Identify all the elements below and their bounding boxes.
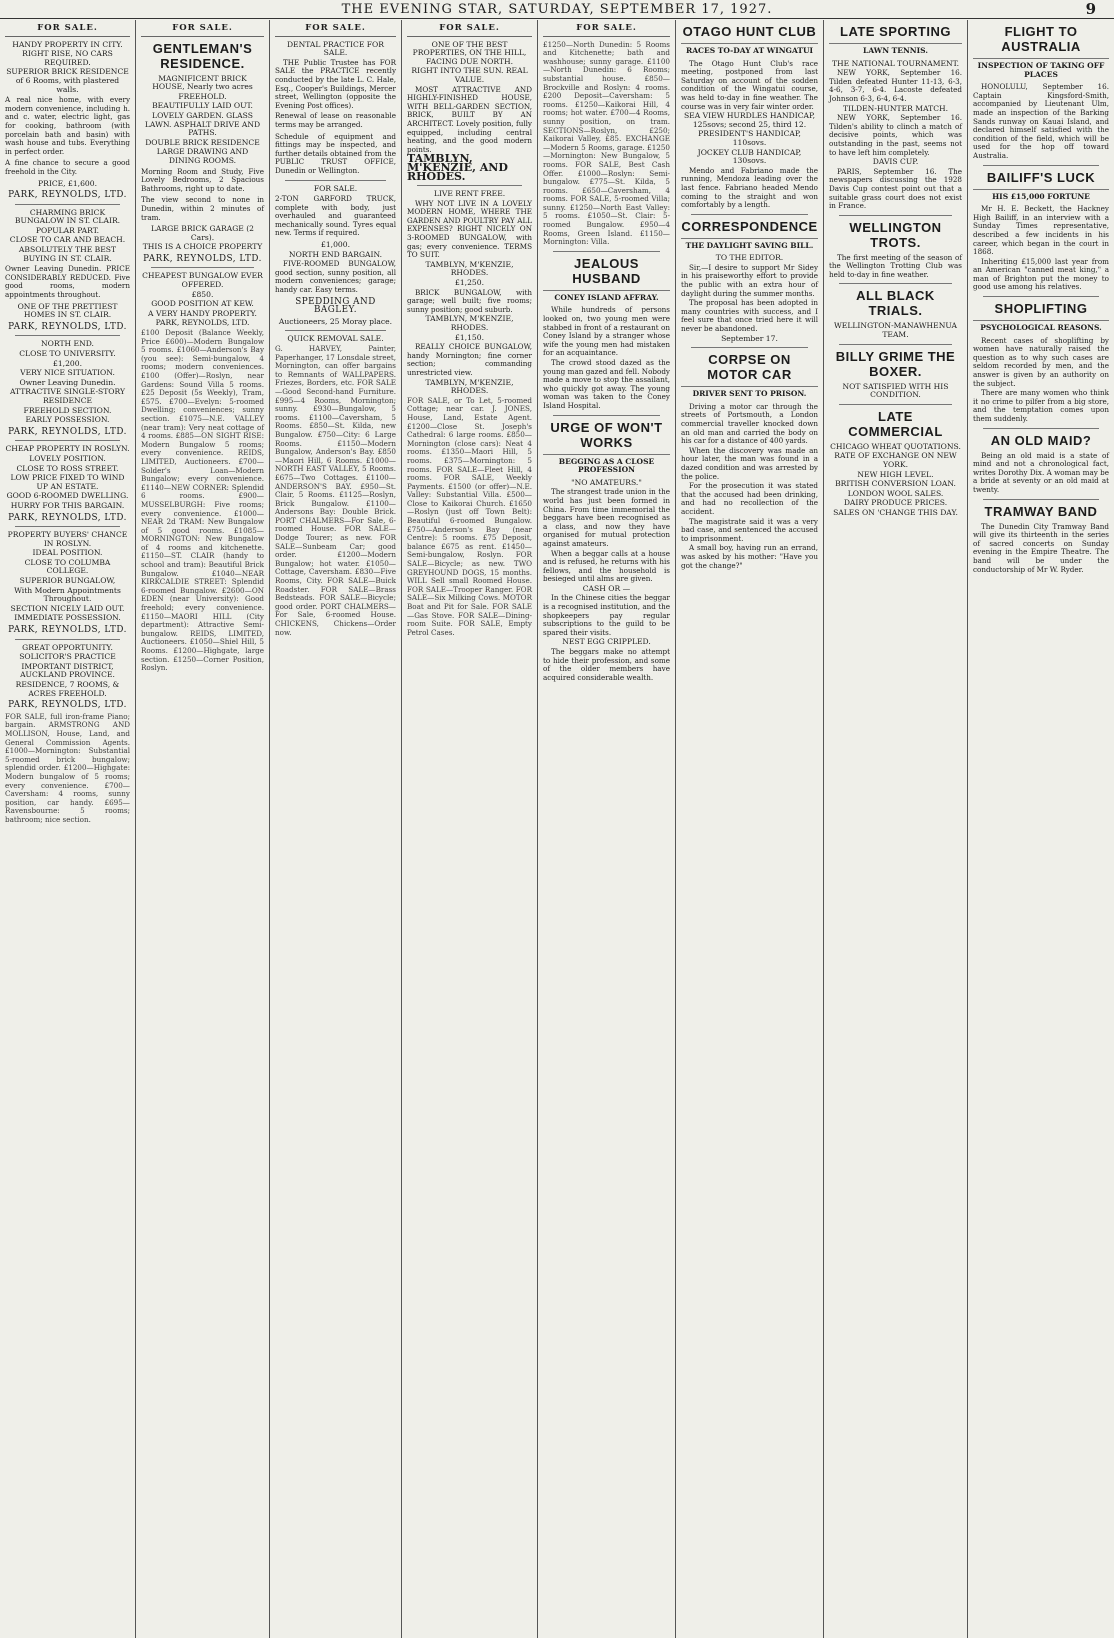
advertisement-text: Morning Room and Study, Five Lovely Bedrooms, 2 Spacious Bathrooms, right up to date. [141, 166, 264, 193]
caption: RATE OF EXCHANGE ON NEW YORK. [834, 451, 957, 470]
article-paragraph: FIVE-ROOMED BUNGALOW, good section, sunny position, all modern conveniences; garage; handy car. Easy terms. [275, 259, 396, 295]
article-paragraph: MOST ATTRACTIVE AND HIGHLY-FINISHED HOUSE, WITH BELL-GARDEN SECTION, BRICK, BUILT BY AN ARCHITECT. Lovely position, fully equipped, including central heating, and the good modern points. [407, 84, 532, 154]
caption: With Modern Appointments Throughout. [14, 585, 121, 604]
headline: ALL BLACK TRIALS. [856, 288, 935, 319]
caption: £1,200. [53, 358, 82, 368]
caption: LOW PRICE FIXED TO WIND UP AN ESTATE. [10, 473, 125, 491]
caption: NORTH END. [41, 339, 94, 349]
caption: CLOSE TO COLUMBA COLLEGE. [24, 557, 111, 576]
article-paragraph: HONOLULU, September 16. Captain Kingsford-Smith, accompanied by Lieutenant Ulm, made an inspection of the Barking Sands runway on Kauai Island, and declared himself satisfied with the condition of the field, which will be used for the hop off toward Australia. [973, 82, 1109, 160]
firm-name: PARK, REYNOLDS, LTD. [8, 426, 127, 437]
caption: POPULAR PART. [35, 225, 100, 235]
caption: SUPERIOR BUNGALOW, [19, 576, 116, 586]
advertisement-text: Schedule of equipment and fittings may be inspected, and further details obtained from the PUBLIC TRUST OFFICE, Dunedin or Wellington. [275, 131, 396, 175]
advertisement-text: A fine chance to secure a good freehold in the City. [5, 158, 130, 176]
caption: FREEHOLD SECTION. [23, 405, 112, 415]
caption: LOVELY POSITION. [29, 453, 106, 463]
headline: OTAGO HUNT CLUB [682, 24, 817, 39]
column-4 [402, 20, 538, 1638]
caption: Owner Leaving Dunedin. [19, 377, 116, 387]
article-paragraph: The strangest trade union in the world has just been formed in China. From time immemorial the beggars have been recognised as a class, and now they have organised for mutual protection against amateurs. [543, 487, 670, 548]
firm-name: PARK, REYNOLDS, LTD. [8, 190, 127, 201]
caption: RIGHT RISE, NO CARS REQUIRED. [22, 49, 113, 67]
headline: LATE SPORTING [840, 24, 951, 39]
divider [285, 330, 386, 331]
divider [417, 185, 522, 186]
caption: WELLINGTON-MANAWHENUA TEAM. [834, 321, 957, 340]
firm-name: PARK, REYNOLDS, LTD. [143, 253, 262, 264]
caption: CHEAP PROPERTY IN ROSLYN. [5, 444, 130, 454]
caption: IMPORTANT DISTRICT, AUCKLAND PROVINCE. [20, 661, 115, 680]
caption: QUICK REMOVAL SALE. [287, 334, 384, 344]
subheadline: BEGGING AS A CLOSE PROFESSION [543, 454, 670, 475]
divider [285, 180, 386, 181]
caption: SOLICITOR'S PRACTICE [19, 652, 116, 662]
caption: RIGHT INTO THE SUN. REAL VALUE. [411, 66, 528, 84]
headline: SHOPLIFTING [994, 301, 1088, 317]
caption: THIS IS A CHOICE PROPERTY [142, 242, 263, 252]
headline: WELLINGTON TROTS. [849, 219, 942, 250]
caption: GOOD POSITION AT KEW. [151, 299, 254, 309]
caption: TAMBLYN, M'KENZIE, RHODES. [425, 314, 514, 332]
advert-footer: TAMBLYN, M'KENZIE, AND RHODES. [407, 152, 508, 183]
divider [839, 283, 952, 284]
caption: CLOSE TO ROSS STREET. [16, 463, 119, 473]
caption: ONE OF THE PRETTIEST HOMES IN ST. CLAIR. [17, 301, 118, 320]
caption: PARK, REYNOLDS, LTD. [155, 318, 250, 328]
article-paragraph: While hundreds of persons looked on, two young men were stabbed in front of a restaurant on Coney Island by a stranger whose wife the young men had mistaken for an acquaintance. [543, 305, 670, 358]
column-1 [0, 20, 136, 1638]
subheadline: CONEY ISLAND AFFRAY. [543, 290, 670, 303]
divider [553, 415, 660, 416]
caption: DENTAL PRACTICE FOR SALE. [286, 39, 385, 58]
article-paragraph: Mendo and Fabriano made the running, Mendoza leading over the last fence. Fabriano headed Mendo coming to the straight and won comfortably by a length. [681, 165, 818, 210]
subheadline: INSPECTION OF TAKING OFF PLACES [973, 58, 1109, 79]
caption: LONDON WOOL SALES. [847, 488, 944, 498]
caption: DAVIS CUP. [872, 157, 919, 167]
divider [15, 335, 120, 336]
caption: LARGE BRICK GARAGE (2 Cars). [150, 224, 255, 242]
article-paragraph: The proposal has been adopted in many countries with success, and I feel sure that once tried here it will never be abandoned. [681, 298, 818, 334]
column-3 [270, 20, 402, 1638]
caption: £1,250. [455, 278, 484, 288]
article-paragraph: Sir,—I desire to support Mr Sidey in his praiseworthy effort to provide the public with an extra hour of daylight during the summer months. [681, 262, 818, 298]
caption: A VERY HANDY PROPERTY. [148, 308, 257, 318]
article-paragraph: In the Chinese cities the beggar is a recognised institution, and the shopkeepers pay regular subscriptions to the guild to be spared their visits. [543, 593, 670, 637]
divider [151, 267, 254, 268]
article-paragraph: Mr H. E. Beckett, the Hackney High Bailiff, in an interview with a Sunday Times representative, described a few incidents in his career, which began in the court in 1868. [973, 204, 1109, 257]
caption: SECTION NICELY LAID OUT. [10, 603, 125, 613]
caption: RESIDENCE, 7 ROOMS, & ACRES FREEHOLD. [15, 680, 120, 698]
caption: PRESIDENT'S HANDICAP, 110sovs. [698, 129, 801, 147]
headline: BILLY GRIME THE BOXER. [835, 348, 956, 379]
article-paragraph: The crowd stood dazed as the young man gazed and fell. Nobody made a move to stop the assailant, who quickly got away. The young woman was taken to the Coney Island Hospital. [543, 358, 670, 410]
caption: JOCKEY CLUB HANDICAP, 130sovs. [697, 147, 802, 166]
article-paragraph: WHY NOT LIVE IN A LOVELY MODERN HOME, WHERE THE GARDEN AND POULTRY PAY ALL EXPENSES? RIGHT NICELY ON 3-ROOMED BUNGALOW, with gas; every convenience. TERMS TO SUIT. [407, 198, 532, 260]
caption: NORTH END BARGAIN. [288, 249, 383, 259]
article-paragraph: The Otago Hunt Club's race meeting, postponed from last Saturday on account of the sodden condition of the Wingatui course, was held to-day in fine weather. The course was in very fair winter order. [681, 58, 818, 111]
divider [839, 215, 952, 216]
article-paragraph: Inheriting £15,000 last year from an American "canned meat king," a man of Brighton put the money to good use among his relatives. [973, 256, 1109, 292]
divider [691, 214, 808, 215]
caption: LOVELY GARDEN. GLASS LAWN. ASPHALT DRIVE AND PATHS. [144, 110, 261, 138]
firm-name: PARK, REYNOLDS, LTD. [8, 321, 127, 332]
caption: HURRY FOR THIS BARGAIN. [10, 500, 125, 510]
headline: GENTLEMAN'S RESIDENCE. [152, 40, 253, 71]
article-paragraph: NEW YORK, September 16. Tilden defeated Hunter 11-13, 6-3, 4-6, 3-7, 6-4. Lacoste defeated Johnson 6-3, 6-4, 6-4. [829, 68, 962, 103]
caption: £1,000. [321, 240, 350, 250]
divider [983, 499, 1099, 500]
headline: BAILIFF'S LUCK [986, 169, 1096, 185]
subheadline: THE DAYLIGHT SAVING BILL. [681, 238, 818, 251]
headline: CORPSE ON MOTOR CAR [707, 352, 792, 383]
caption: BEAUTIFULLY LAID OUT. [152, 101, 253, 111]
article-paragraph: Recent cases of shoplifting by women have naturally raised the question as to why such cases are seldom recorded by men, and the answer is given by an authority on the subject. [973, 335, 1109, 388]
classified-listings: £100 Deposit (Balance Weekly, Price £600)—Modern Bungalow 5 rooms. £1060—Anderson's Bay (you see): Semi-bungalow, 4 rooms; modern conveniences. £100 (Offer)—Roslyn, near Gardens: Sound Villa 5 rooms. £25 Deposit (5s Weekly), Tram, £575. £700—Evelyn: 5-roomed Dwelling; conveniences; sunny section. £1075—N.E. VALLEY (near tram): Very neat cottage of 4 rooms. £885—ON SIGHT RISE: Modern Bungalow 5 rooms; every convenience. REIDS, LIMITED, Auctioneers. £700—Solder's Loan—Modern Bungalow; every convenience. £1140—NEW CORNER: Splendid 6 rooms. £900—MUSSELBURGH: Five rooms; every convenience. £1000—NEAR 2d TRAM: New Bungalow of 5 good rooms. £1085—MORNINGTON: New Bungalow of 4 rooms and kitchenette. £1150—ST. CLAIR (handy to school and tram): Beautiful Brick Bungalow. £1040—NEAR KIRKCALDIE STREET: Splendid 6-roomed Bungalow. £2600—ON EDEN (near University): Good freehold; every convenience. £1150—MAORI HILL (City department): Attractive Semi-bungalow. REIDS, LIMITED, Auctioneers. £1050—Shiel Hill, 5 Rooms. £1200—Highgate, large section. £1250—Corner Position, Roslyn. [141, 328, 264, 673]
caption: SALES ON 'CHANGE THIS DAY. [833, 508, 958, 517]
divider [983, 428, 1099, 429]
advertisement-text: A real nice home, with every modern convenience, including h. and c. water, electric light, gas for cooking, bathroom (with porcelain bath and basin) with wash house and tubs. Everything in perfect order. [5, 95, 130, 156]
caption: NOT SATISFIED WITH HIS CONDITION. [842, 381, 949, 400]
caption: LARGE DRAWING AND DINING ROOMS. [156, 147, 249, 165]
article-paragraph: The beggars make no attempt to hide their profession, and some of the older members have acquired considerable wealth. [543, 647, 670, 682]
article-paragraph: Being an old maid is a state of mind and not a chronological fact, writes Dorothy Dix. A woman may be a bride at seventy or an old maid at twenty. [973, 450, 1109, 494]
caption: CHEAPEST BUNGALOW EVER OFFERED. [142, 271, 263, 290]
article-paragraph: REALLY CHOICE BUNGALOW, handy Mornington; fine corner section; commanding unrestricted view. [407, 342, 532, 377]
subheadline: RACES TO-DAY AT WINGATUI [681, 43, 818, 56]
page-number: 9 [1085, 0, 1096, 18]
advertisement-text: 2-TON GARFORD TRUCK, complete with body, just overhauled and guaranteed mechanically sound. Tyres equal new. Terms if required. [275, 194, 396, 238]
article-paragraph: Driving a motor car through the streets of Portsmouth, a London commercial traveller knocked down an old man and carried the body on his car for a distance of 400 yards. [681, 401, 818, 446]
column-header: FOR SALE. [543, 22, 670, 37]
headline: TRAMWAY BAND [984, 503, 1098, 519]
caption: DAIRY PRODUCE PRICES. [843, 498, 948, 508]
subheadline: LAWN TENNIS. [829, 43, 962, 56]
divider [15, 639, 120, 640]
article-paragraph: When a beggar calls at a house and is refused, he returns with his fellows, and the household is besieged until alms are given. [543, 548, 670, 584]
headline: FLIGHT TO AUSTRALIA [1001, 24, 1081, 54]
caption: CHICAGO WHEAT QUOTATIONS. [830, 441, 961, 451]
caption: CASH OR — [582, 583, 631, 593]
article-paragraph: NEW YORK, September 16. Tilden's ability to clinch a match of decisive points, which was outstanding in the past, seems not to have left him completely. [829, 113, 962, 157]
article-paragraph: For the prosecution it was stated that the accused had been drinking, and had no recollection of the accident. [681, 481, 818, 516]
subheadline: DRIVER SENT TO PRISON. [681, 386, 818, 399]
column-6 [676, 20, 824, 1638]
column-header: FOR SALE. [141, 22, 264, 37]
divider [15, 204, 120, 205]
caption: Auctioneers, 25 Moray place. [278, 316, 393, 326]
caption: IMMEDIATE POSSESSION. [14, 613, 121, 623]
column-header: FOR SALE. [275, 22, 396, 37]
caption: TAMBLYN, M'KENZIE, RHODES. [425, 259, 514, 278]
article-paragraph: There are many women who think it no crime to pilfer from a big store, and the temptation comes upon them suddenly. [973, 388, 1109, 423]
caption: CLOSE TO UNIVERSITY. [19, 349, 116, 358]
article-paragraph: The Dunedin City Tramway Band will give its thirteenth in the series of sacred concerts on Sunday evening in the Empire Theatre. The band will be under the conductorship of Mr W. Ryder. [973, 521, 1109, 574]
caption: NEST EGG CRIPPLED. [562, 637, 651, 647]
column-header: FOR SALE. [407, 22, 532, 37]
caption: THE NATIONAL TOURNAMENT. [831, 58, 960, 68]
divider [15, 526, 120, 527]
caption: EARLY POSSESSION. [25, 415, 110, 425]
article-paragraph: When the discovery was made an hour later, the man was found in a dazed condition and was arrested by the police. [681, 445, 818, 481]
caption: CLOSE TO CAR AND BEACH. [9, 235, 126, 245]
caption: BRITISH CONVERSION LOAN. [835, 479, 956, 489]
divider [839, 344, 952, 345]
article-paragraph: BRICK BUNGALOW, with garage; well built; five rooms; sunny position; good suburb. [407, 287, 532, 314]
column-header: FOR SALE. [5, 22, 130, 37]
column-5 [538, 20, 676, 1638]
caption: VERY NICE SITUATION. [20, 368, 115, 378]
divider [15, 440, 120, 441]
classified-listings: FOR SALE, full iron-frame Piano; bargain. ARMSTRONG AND MOLLISON, House, Land, and General Commission Agents. £1000—Mornington: Substantial 5-roomed brick bungalow; splendid order. £1200—Highgate: Modern bungalow of 5 rooms; every convenience. £700—Caversham: 4 rooms, sunny position, car handy. £695—Ravensbourne: 5 rooms; bathroom; nice section. [5, 711, 130, 824]
advertisement-text: The view second to none in Dunedin, within 2 minutes of tram. [141, 195, 264, 222]
classified-listings: £1250—North Dunedin: 5 Rooms and Kitchenette; bath and washhouse; sunny garage. £1100—North Dunedin: 6 Rooms; substantial house. £850—Brockville and Roslyn: 4 rooms. £200 Deposit—Caversham: 5 rooms. £1250—Kaikorai Hill, 4 rooms; hot water. £700—4 Rooms, sunny position, on tram. SECTIONS—Roslyn, £250; Kaikorai Valley, £85. EXCHANGE—Modern 5 Rooms, garage. £1250—Mornington: New Bungalow, 5 rooms. FOR SALE, Best Cash Offer. £1000—Roslyn: Semi-bungalow. £775—St. Kilda, 5 rooms. £650—Caversham, 4 rooms. FOR SALE, 5-roomed Villa; sunny. £1250—North East Valley: 5 rooms. £1050—St. Clair: 5-roomed Bungalow. £950—4 Rooms, Green Island. £1150—Mornington: Villa. [543, 39, 670, 247]
firm-name: PARK, REYNOLDS, LTD. [8, 625, 127, 636]
caption: SUPERIOR BRICK RESIDENCE of 6 Rooms, with plastered walls. [6, 67, 129, 94]
caption: CHARMING BRICK BUNGALOW IN ST. CLAIR. [14, 207, 121, 226]
caption: NEW HIGH LEVEL. [857, 469, 934, 479]
caption: £850. [191, 289, 214, 299]
headline: JEALOUS HUSBAND [572, 255, 641, 286]
caption: "NO AMATEURS." [571, 477, 642, 487]
divider [983, 296, 1099, 297]
caption: TILDEN-HUNTER MATCH. [842, 103, 949, 113]
advertisement-text: Renewal of lease on reasonable terms may be arranged. [275, 111, 396, 129]
caption: ABSOLUTELY THE BEST BUYING IN ST. CLAIR. [18, 245, 117, 263]
caption: ONE OF THE BEST PROPERTIES, ON THE HILL, FACING DUE NORTH. [412, 39, 527, 66]
columns-container [0, 20, 1114, 1638]
headline: URGE OF WON'T WORKS [550, 419, 663, 450]
caption: TAMBLYN, M'KENZIE, RHODES. [425, 377, 514, 396]
firm-name: PARK, REYNOLDS, LTD. [8, 700, 127, 711]
article-paragraph: THE Public Trustee has FOR SALE the PRACTICE recently conducted by the late L. C. Hale, Esq., Cooper's Buildings, Mercer street, Wellington (opposite the Evening Post offices). [275, 57, 396, 110]
caption: ATTRACTIVE SINGLE-STORY RESIDENCE [9, 387, 126, 405]
newspaper-title: THE EVENING STAR, SATURDAY, SEPTEMBER 17, 1927. [341, 2, 773, 17]
column-2 [136, 20, 270, 1638]
caption: FREEHOLD. [178, 91, 227, 101]
article-paragraph: The magistrate said it was a very bad case, and sentenced the accused to imprisonment. [681, 516, 818, 543]
caption: SEA VIEW HURDLES HANDICAP, 125sovs; second 25, third 12. [683, 111, 816, 129]
subheadline: HIS £15,000 FORTUNE [973, 189, 1109, 202]
caption: HANDY PROPERTY IN CITY. [12, 39, 123, 49]
classified-listings: G. HARVEY, Painter, Paperhanger, 17 Lonsdale street, Mornington, can offer bargains to Remnants of WALLPAPERS. Friezes, Borders, etc. FOR SALE—Good Second-hand Furniture. £995—4 Rooms, Mornington; sunny. £930—Bungalow, 5 rooms. £1100—Caversham, 5 Rooms. £850—St. Kilda, new Bungalow. £750—City: 6 Large Rooms. £1150—Modern Bungalow, Anderson's Bay. £850—Maori Hill, 6 Rooms. £1000—NORTH EAST VALLEY, 5 Rooms. £675—Two Cottages. £1100—ANDERSON'S BAY. £950—St. Clair, 5 Rooms. £1125—Roslyn, Brick Bungalow. £1100—Andersons Bay: Double Brick. PORT CHALMERS—For Sale, 6-roomed House. FOR SALE—Dodge Tourer; as new. FOR SALE—Sunbeam Car; good order. £1200—Modern Bungalow; hot water. £1050—Cottage, Caversham. £830—Five Rooms, City. FOR SALE—Buick Roadster. FOR SALE—Brass Bedsteads. FOR SALE—Bicycle; good order. PORT CHALMERS—For Sale, 6-roomed House. CHICKENS, Chickens—Order now. [275, 344, 396, 637]
caption: September 17. [721, 333, 778, 343]
caption: GREAT OPPORTUNITY. [22, 642, 113, 652]
caption: GOOD 6-ROOMED DWELLING. [6, 491, 129, 501]
divider [553, 251, 660, 252]
caption: PRICE, £1,600. [38, 178, 97, 188]
caption: PROPERTY BUYERS' CHANCE IN ROSLYN. [7, 530, 128, 548]
caption: LIVE RENT FREE. [433, 189, 506, 199]
divider [983, 165, 1099, 166]
caption: IDEAL POSITION. [32, 548, 103, 558]
masthead [0, 0, 1114, 19]
article-paragraph: The first meeting of the season of the Wellington Trotting Club was held to-day in fine weather. [829, 252, 962, 279]
divider [691, 347, 808, 348]
column-7 [824, 20, 968, 1638]
advertisement-text: Owner Leaving Dunedin. PRICE CONSIDERABLY REDUCED. Five good rooms, modern appointments throughout. [5, 264, 130, 300]
article-paragraph: PARIS, September 16. The newspapers discussing the 1928 Davis Cup contest point out that a suitable grass court does not exist in France. [829, 166, 962, 211]
divider [839, 404, 952, 405]
caption: FOR SALE. [313, 183, 358, 193]
headline: AN OLD MAID? [990, 432, 1092, 448]
subheadline: PSYCHOLOGICAL REASONS. [973, 320, 1109, 333]
headline: CORRESPONDENCE [681, 218, 818, 234]
classified-listings: FOR SALE, or To Let, 5-roomed Cottage; near car. J. JONES, House, Land, Estate Agent. £1200—Close St. Joseph's Cathedral: 6 large rooms. £850—Mornington (close cars): Neat 4 rooms. £1350—Maori Hill, 5 rooms. £375—Mornington: 5 rooms. FOR SALE—Fleet Hill, 4 rooms. FOR SALE, Weekly Payments. £1500 (or offer)—N.E. Valley: Substantial Villa. £500—Close to Kaikorai Church. £1650—Roslyn (just off Town Belt): Beautiful 6-roomed Bungalow. £750—Anderson's Bay (near Centre): 5 rooms. £75 Deposit, balance £675 as rent. £1450—Semi-bungalow, Roslyn. FOR SALE—Bicycle; as new. TWO GREYHOUND DOGS, 15 months. WILL Sell small Roomed House. FOR SALE—Trooper Ranger. FOR SALE—Six Milking Cows. MOTOR Boat and Pit for Sale. FOR SALE—Gas Stove. FOR SALE—Dining-room Suite. FOR SALE, Empty Petrol Cases. [407, 395, 532, 637]
headline: LATE COMMERCIAL [848, 408, 943, 439]
firm-name: SPEDDING AND BAGLEY. [295, 296, 376, 316]
caption: £1,150. [455, 332, 484, 342]
caption: TO THE EDITOR. [715, 253, 784, 263]
firm-name: PARK, REYNOLDS, LTD. [8, 512, 127, 523]
article-paragraph: A small boy, having run an errand, was asked by his mother: "Have you got the change?" [681, 543, 818, 570]
caption: MAGNIFICENT BRICK HOUSE, Nearly two acres [152, 73, 253, 92]
caption: DOUBLE BRICK RESIDENCE [145, 137, 260, 147]
column-8 [968, 20, 1114, 1638]
